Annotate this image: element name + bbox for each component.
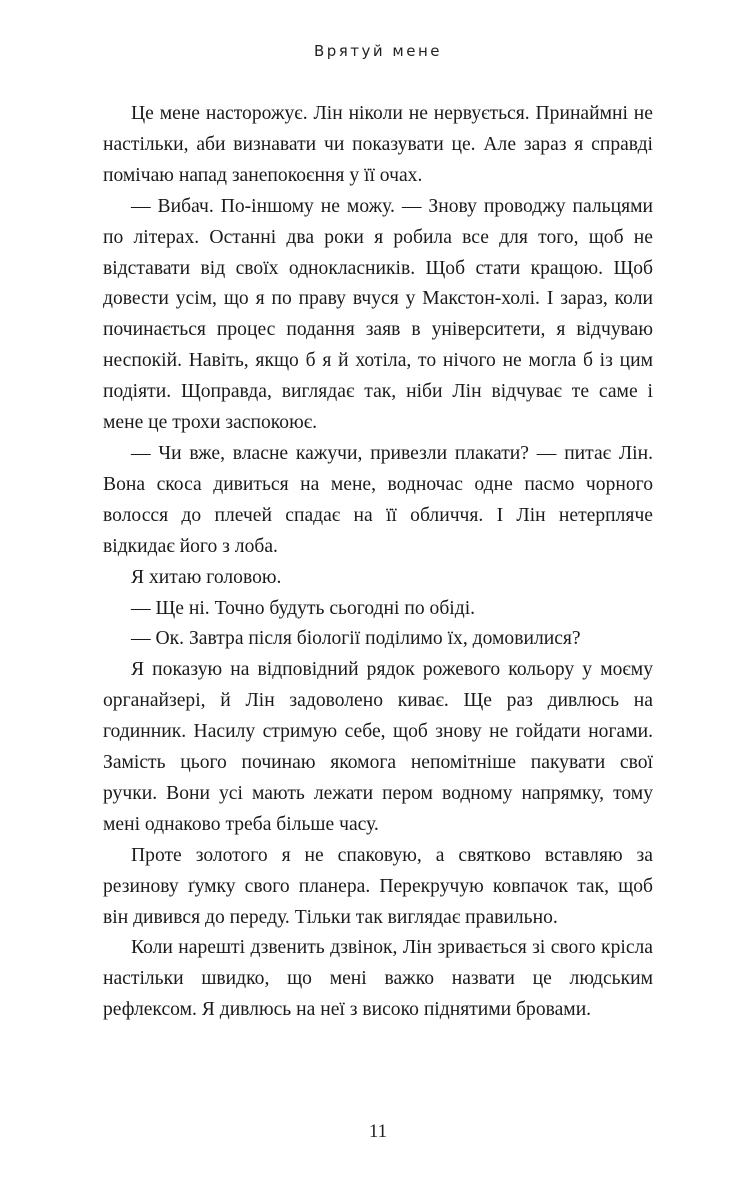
paragraph: — Ще ні. Точно будуть сьогодні по обіді. [131, 597, 476, 619]
body-text [103, 99, 653, 1026]
paragraph: Я показую на відповідний рядок рожевого кольору у моєму органайзері, й Лін задоволено киває. Ще раз дивлюсь на годинник. Насилу стримую себе, щоб знову не гойдати ногами. Замість цього починаю якомога непомітніше пакувати свої ручки. Вони усі мають лежати пером водному напрямку, тому мені однаково треба більше часу. [103, 659, 653, 835]
paragraph: Коли нарешті дзвенить дзвінок, Лін зривається зі свого крісла настільки швидко, що мені важко назвати це людським рефлексом. Я дивлюсь на неї з високо піднятими бровами. [103, 937, 653, 1021]
paragraph: — Ок. Завтра після біології поділимо їх, домовилися? [131, 628, 581, 650]
paragraph: — Вибач. По-іншому не можу. — Знову проводжу пальцями по літерах. Останні два роки я робила все для того, щоб не відставати від своїх однокласників. Щоб стати кращою. Щоб довести усім, що я по праву вчуся у Макстон-холі. І зараз, коли починається процес подання заяв в університети, я відчуваю неспокій. Навіть, якщо б я й хотіла, то нічого не могла б із цим подіяти. Щоправда, виглядає так, ніби Лін відчуває те саме і мене це трохи заспокоює. [103, 195, 653, 434]
paragraph: Це мене насторожує. Лін ніколи не нервується. Принаймні не настільки, аби визнавати чи показувати це. Але зараз я справді помічаю напад занепокоєння у її очах. [103, 103, 653, 186]
page-number: 11 [368, 1121, 388, 1142]
paragraph: — Чи вже, власне кажучи, привезли плакати? — питає Лін. Вона скоса дивиться на мене, водночас одне пасмо чорного волосся до плечей спадає на її обличчя. І Лін нетерпляче відкидає його з лоба. [103, 442, 653, 557]
running-head: Врятуй мене [313, 42, 443, 60]
paragraph: Проте золотого я не спаковую, а святково вставляю за резинову ґумку свого планера. Перекручую ковпачок так, щоб він дивився до переду. Тільки так виглядає правильно. [103, 844, 653, 928]
paragraph: Я хитаю головою. [131, 566, 282, 588]
